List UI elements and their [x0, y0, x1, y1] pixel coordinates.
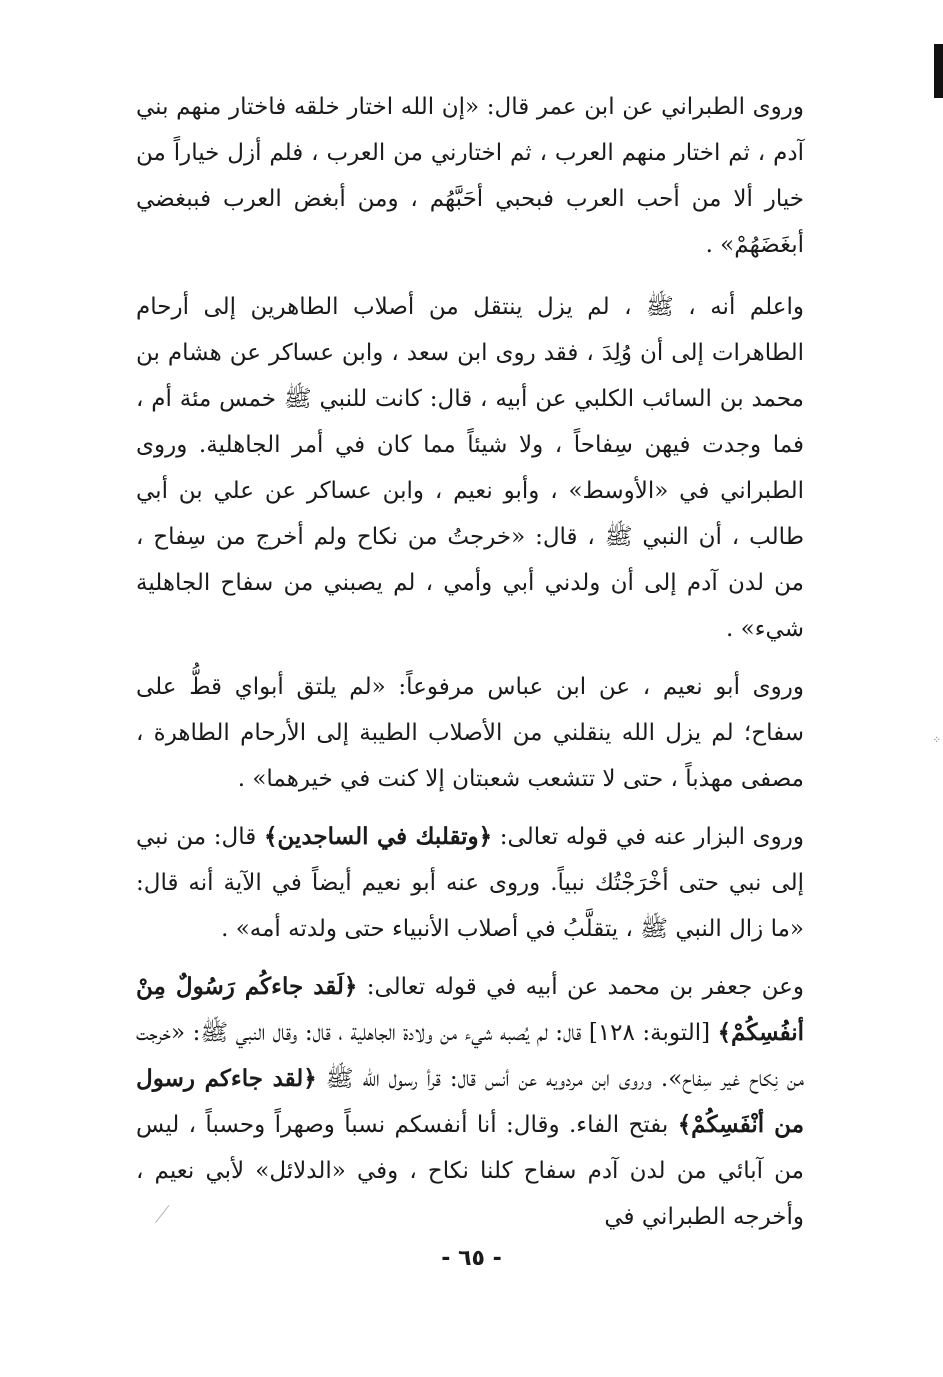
page-body	[136, 84, 804, 1252]
quran-verse: ﴿لقد جاءكم رسول من أنْفَسِكُمْ﴾	[136, 1065, 805, 1138]
paragraph-text: وروى أبو نعيم ، عن ابن عباس مرفوعاً: «لم يلتق أبواي قطُّ على سفاح؛ لم يزل الله ينقلني من الأصلاب الطيبة إلى الأرحام الطاهرة ، مصفى مهذباً ، حتى لا تتشعب شعبتان إلا كنت في خيرهما» .	[136, 674, 804, 792]
paragraph-text-after: بفتح الفاء. وقال: أنا أنفسكم نسباً وصهراً وحسباً ، ليس من آبائي من لدن آدم سفاح كلنا نكاح ، وفي «الدلائل» لأبي نعيم ، وأخرجه الطبراني في	[136, 1112, 804, 1230]
paragraph-text-before: وروى البزار عنه في قوله تعالى:	[492, 824, 804, 850]
quran-verse: ﴿لَقد جاءكُم رَسُولٌ مِنْ أنفُسِكُمْ﴾	[136, 973, 805, 1046]
paragraph-bazzar-sajidin	[136, 814, 804, 952]
paragraph-tabarani-ibn-umar	[136, 84, 804, 268]
quran-verse: ﴿وتقلبك في الساجدين﴾	[263, 823, 493, 850]
paragraph-lineage-purity	[136, 284, 804, 652]
page-edge-marker	[934, 44, 943, 98]
paragraph-text-before: وعن جعفر بن محمد عن أبيه في قوله تعالى:	[357, 974, 804, 1000]
paragraph-text-middle: [التوبة: ١٢٨] قال: لم يُصبه شيء من ولادة الجاهلية ، قال: وقال النبي ﷺ: «خرجت من نِكاح غير سِفاح». وروى ابن مردويه عن أنس قال: قرأ رسول الله ﷺ	[136, 1020, 804, 1092]
paragraph-text: واعلم أنه ، ﷺ ، لم يزل ينتقل من أصلاب الطاهرين إلى أرحام الطاهرات إلى أن وُلِدَ ، فقد روى ابن سعد ، وابن عساكر عن هشام بن محمد بن السائب الكلبي عن أبيه ، قال: كانت للنبي ﷺ خمس مئة أم ، فما وجدت فيهن سِفاحاً ، ولا شيئاً مما كان في أمر الجاهلية. وروى الطبراني في «الأوسط» ، وأبو نعيم ، وابن عساكر عن علي بن أبي طالب ، أن النبي ﷺ ، قال: «خرجتُ من نكاح ولم أخرج من سِفاح ، من لدن آدم إلى أن ولدني أبي وأمي ، لم يصبني من سفاح الجاهلية شيء» .	[136, 294, 804, 642]
page-number: - ٦٥ -	[441, 1246, 502, 1271]
paragraph-abu-nuaym-ibn-abbas	[136, 664, 804, 802]
paragraph-jafar-tawbah	[136, 964, 804, 1240]
margin-speck: ⁘	[932, 735, 941, 746]
paragraph-text-after: قال: من نبي إلى نبي حتى أخْرَجْتُك نبياً. وروى عنه أبو نعيم أيضاً في الآية أنه قال: «ما زال النبي ﷺ ، يتقلَّبُ في أصلاب الأنبياء حتى ولدته أمه» .	[136, 824, 804, 942]
paragraph-text: وروى الطبراني عن ابن عمر قال: «إن الله اختار خلقه فاختار منهم بني آدم ، ثم اختار منهم العرب ، ثم اختارني من العرب ، فلم أزل خياراً من خيار ألا من أحب العرب فبحبي أحَبَّهُم ، ومن أبغض العرب فببغضي أبغَضَهُمْ» .	[136, 94, 804, 258]
